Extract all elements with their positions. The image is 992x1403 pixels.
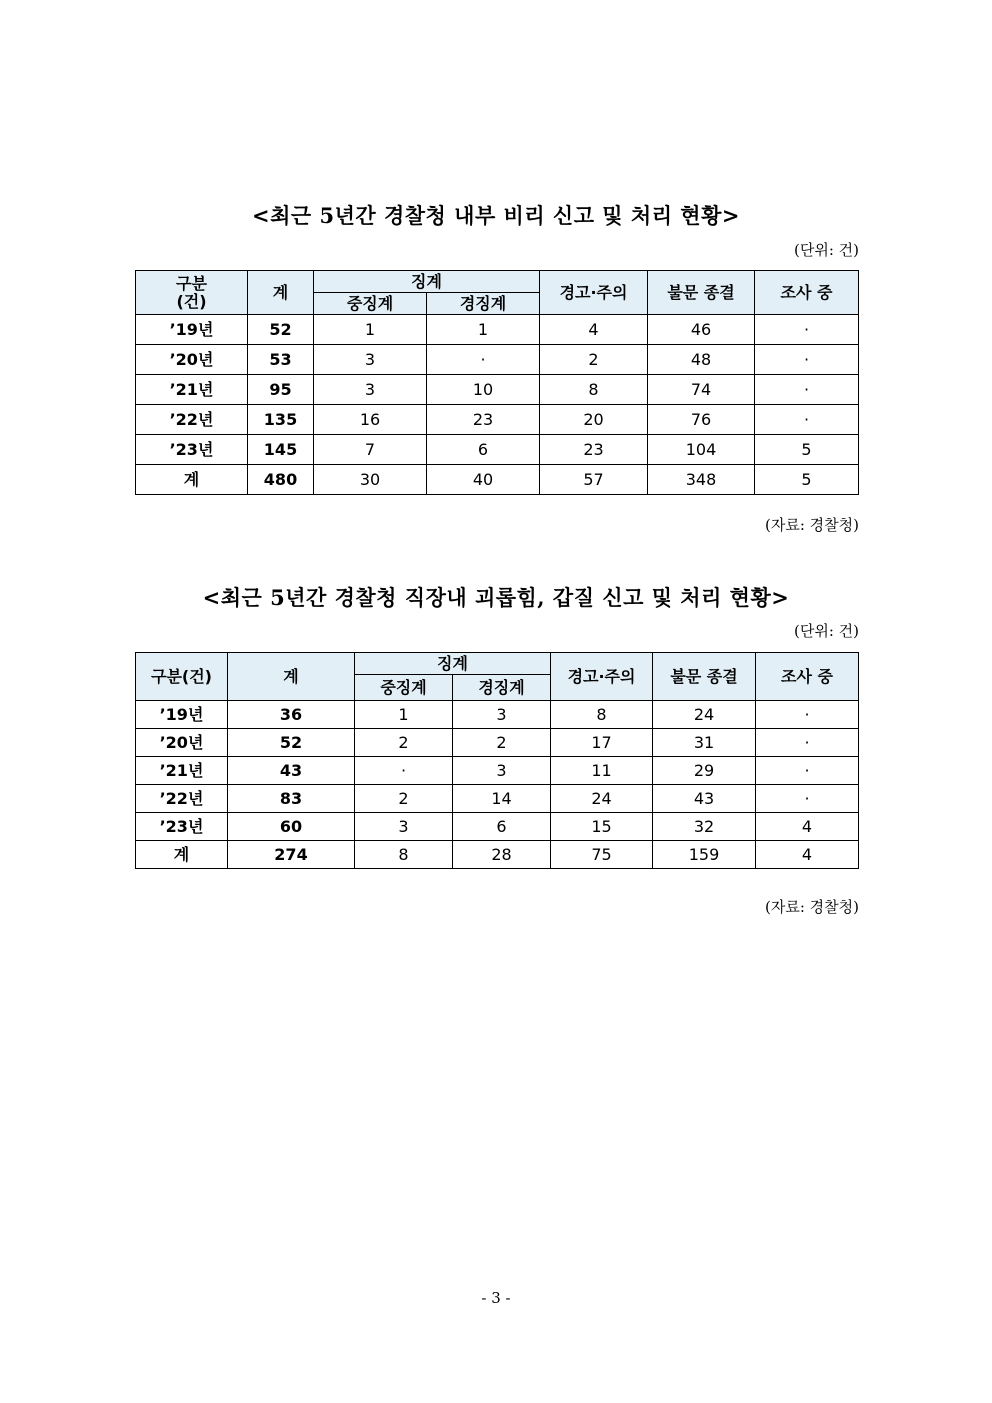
cell-closed: 74 [648,375,755,405]
cell-closed: 159 [653,841,756,869]
cell-investigating: · [755,375,859,405]
cell-heavy: · [355,757,453,785]
cell-warning: 17 [551,729,653,757]
cell-light: 40 [427,465,540,495]
cell-year: ’21년 [136,375,248,405]
cell-year: ’21년 [136,757,228,785]
cell-total: 274 [228,841,355,869]
cell-warning: 8 [551,701,653,729]
cell-warning: 75 [551,841,653,869]
header-closed: 불문 종결 [653,653,756,701]
header-light: 경징계 [453,675,551,701]
cell-heavy: 2 [355,785,453,813]
cell-investigating: · [756,785,859,813]
cell-closed: 32 [653,813,756,841]
cell-closed: 24 [653,701,756,729]
cell-year: ’19년 [136,315,248,345]
cell-warning: 57 [540,465,648,495]
cell-light: · [427,345,540,375]
cell-investigating: · [755,345,859,375]
cell-warning: 15 [551,813,653,841]
cell-total: 145 [248,435,314,465]
cell-year: ’20년 [136,729,228,757]
cell-total: 53 [248,345,314,375]
header-total: 계 [228,653,355,701]
cell-closed: 43 [653,785,756,813]
cell-heavy: 16 [314,405,427,435]
cell-investigating: · [755,405,859,435]
header-discipline: 징계 [314,271,540,293]
cell-investigating: 5 [755,435,859,465]
cell-light: 6 [453,813,551,841]
cell-light: 3 [453,701,551,729]
table2-body [136,701,859,869]
cell-total: 135 [248,405,314,435]
table-row [136,345,859,375]
cell-light: 1 [427,315,540,345]
cell-light: 23 [427,405,540,435]
header-heavy: 중징계 [314,293,427,315]
cell-warning: 11 [551,757,653,785]
header-warning: 경고·주의 [540,271,648,315]
cell-warning: 8 [540,375,648,405]
header-heavy: 중징계 [355,675,453,701]
cell-year: ’20년 [136,345,248,375]
cell-heavy: 8 [355,841,453,869]
cell-investigating: 4 [756,813,859,841]
cell-light: 3 [453,757,551,785]
table-row [136,701,859,729]
cell-heavy: 3 [355,813,453,841]
cell-year: ’23년 [136,813,228,841]
table-row [136,405,859,435]
cell-year: ’22년 [136,785,228,813]
cell-investigating: · [756,757,859,785]
cell-warning: 4 [540,315,648,345]
cell-heavy: 2 [355,729,453,757]
cell-light: 6 [427,435,540,465]
cell-total: 95 [248,375,314,405]
cell-year: ’22년 [136,405,248,435]
header-closed: 불문 종결 [648,271,755,315]
header-warning: 경고·주의 [551,653,653,701]
table2-title: <최근 5년간 경찰청 직장내 괴롭힘, 갑질 신고 및 처리 현황> [202,585,790,610]
cell-closed: 348 [648,465,755,495]
cell-total: 36 [228,701,355,729]
cell-warning: 20 [540,405,648,435]
cell-light: 28 [453,841,551,869]
table1-title: <최근 5년간 경찰청 내부 비리 신고 및 처리 현황> [252,203,740,228]
cell-total: 480 [248,465,314,495]
table-row [136,757,859,785]
table2 [135,652,859,869]
cell-heavy: 30 [314,465,427,495]
cell-warning: 23 [540,435,648,465]
cell-light: 10 [427,375,540,405]
cell-heavy: 3 [314,345,427,375]
table-row [136,465,859,495]
header-investigating: 조사 중 [756,653,859,701]
table1-body [136,315,859,495]
table1 [135,270,859,495]
cell-light: 14 [453,785,551,813]
cell-year: 계 [136,465,248,495]
cell-year: 계 [136,841,228,869]
cell-closed: 46 [648,315,755,345]
cell-warning: 2 [540,345,648,375]
cell-total: 83 [228,785,355,813]
cell-year: ’19년 [136,701,228,729]
page-number: - 3 - [481,1289,511,1307]
cell-total: 43 [228,757,355,785]
cell-total: 52 [228,729,355,757]
table-row [136,841,859,869]
table-row [136,813,859,841]
cell-closed: 48 [648,345,755,375]
cell-heavy: 7 [314,435,427,465]
header-category: 구분(건) [136,653,228,701]
cell-heavy: 1 [314,315,427,345]
table2-source: (자료: 경찰청) [765,898,859,916]
header-category: 구분 (건) [136,271,248,315]
cell-warning: 24 [551,785,653,813]
cell-total: 52 [248,315,314,345]
table1-source: (자료: 경찰청) [765,516,859,534]
cell-investigating: · [755,315,859,345]
table-row [136,375,859,405]
cell-investigating: 5 [755,465,859,495]
cell-year: ’23년 [136,435,248,465]
cell-closed: 31 [653,729,756,757]
table-row [136,315,859,345]
table-row [136,729,859,757]
header-light: 경징계 [427,293,540,315]
cell-closed: 104 [648,435,755,465]
table-row [136,785,859,813]
cell-closed: 29 [653,757,756,785]
table1-unit: (단위: 건) [794,241,859,259]
cell-investigating: · [756,701,859,729]
header-total: 계 [248,271,314,315]
cell-total: 60 [228,813,355,841]
table2-unit: (단위: 건) [794,622,859,640]
header-discipline: 징계 [355,653,551,675]
cell-investigating: · [756,729,859,757]
table-row [136,435,859,465]
cell-heavy: 3 [314,375,427,405]
cell-light: 2 [453,729,551,757]
cell-investigating: 4 [756,841,859,869]
header-investigating: 조사 중 [755,271,859,315]
cell-closed: 76 [648,405,755,435]
cell-heavy: 1 [355,701,453,729]
